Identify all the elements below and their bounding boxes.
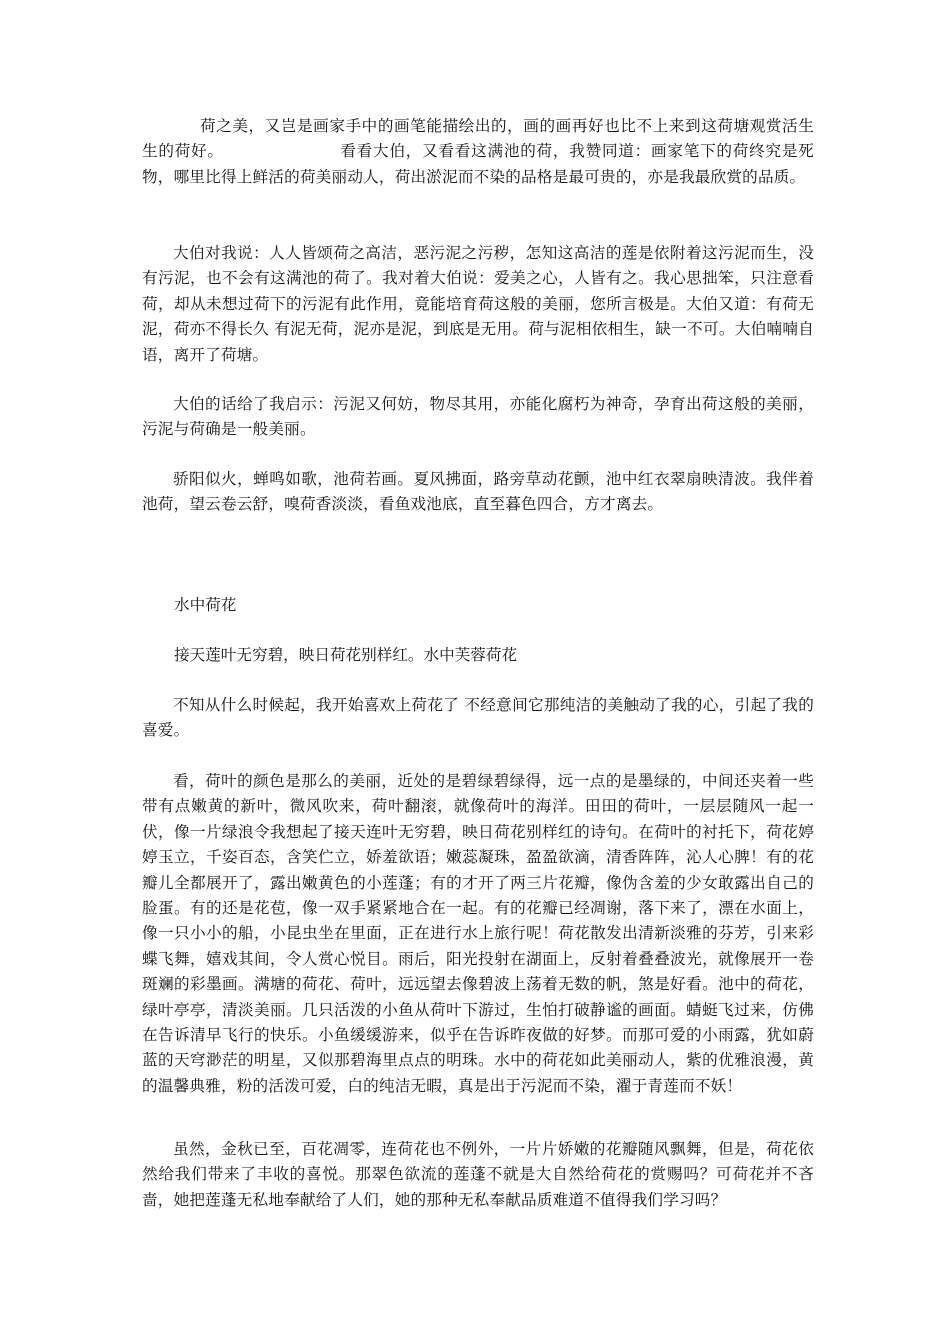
paragraph-fondness: 不知从什么时候起，我开始喜欢上荷花了 不经意间它那纯洁的美触动了我的心，引起了我的喜爱。 — [142, 696, 814, 740]
section-subtitle: 接天莲叶无穷碧，映日荷花别样红。水中芙蓉荷花 — [174, 646, 518, 664]
paragraph-lotus-description: 看，荷叶的颜色是那么的美丽，近处的是碧绿碧绿得，远一点的是墨绿的，中间还夹着一些带有点嫩黄的新叶，微风吹来，荷叶翻滚，就像荷叶的海洋。田田的荷叶，一层层随风一起一伏，像一片绿浪令我想起了接天连叶无穷碧，映日荷花别样红的诗句。在荷叶的衬托下，荷花婷婷玉立，千姿百态，含笑伫立，娇羞欲语；嫩蕊凝珠，盈盈欲滴，清香阵阵，沁人心脾！有的花瓣儿全都展开了，露出嫩黄色的小莲蓬；有的才开了两三片花瓣，像伪含羞的少女敢露出自己的脸蛋。有的还是花苞，像一双手紧紧地合在一起。有的花瓣已经凋谢，落下来了，漂在水面上，像一只小小的船，小昆虫坐在里面，正在进行水上旅行呢！荷花散发出清新淡雅的芬芳，引来彩蝶飞舞，嬉戏其间，令人赏心悦目。雨后，阳光投射在湖面上，反射着叠叠波光，就像展开一卷斑斓的彩墨画。满塘的荷花、荷叶，远远望去像碧波上荡着无数的帆，煞是好看。池中的荷花，绿叶亭亭，清淡美丽。几只活泼的小鱼从荷叶下游过，生怕打破静谧的画面。蜻蜓飞过来，仿佛在告诉清早飞行的快乐。小鱼缓缓游来，似乎在告诉昨夜做的好梦。而那可爱的小雨露，犹如蔚蓝的天穹渺茫的明星，又似那碧海里点点的明珠。水中的荷花如此美丽动人，紫的优雅浪漫，黄的温馨典雅，粉的活泼可爱，白的纯洁无暇，真是出于污泥而不染，濯于青莲而不妖！ — [142, 772, 814, 1095]
paragraph-uncle-speaks: 大伯对我说：人人皆颂荷之高洁，恶污泥之污秽，怎知这高洁的莲是依附着这污泥而生，没有污泥，也不会有这满池的荷了。我对着大伯说：爱美之心，人皆有之。我心思拙笨，只注意看荷，却从未想过荷下的污泥有此作用，竟能培育荷这般的美丽，您所言极是。大伯又道：有荷无泥，荷亦不得长久 有泥无荷，泥亦是泥，到底是无用。荷与泥相依相生，缺一不可。大伯喃喃自语，离开了荷塘。 — [142, 244, 814, 364]
paragraph-lotus-beauty — [142, 114, 814, 190]
paragraph-inspiration: 大伯的话给了我启示：污泥又何妨，物尽其用，亦能化腐朽为神奇，孕育出荷这般的美丽，污泥与荷确是一般美丽。 — [142, 395, 814, 439]
paragraph-lotus-beauty-part-a: 荷之美，又岂是画家手中的画笔能描绘出的，画的画再好也比不上来到这荷塘观赏活生生的荷好。 — [142, 117, 814, 161]
paragraph-lotus-beauty-part-b: 看看大伯，又看看这满池的荷，我赞同道：画家笔下的荷终究是死物，哪里比得上鲜活的荷美丽动人，荷出淤泥而不染的品格是最可贵的，亦是我最欣赏的品质。 — [142, 142, 814, 186]
paragraph-summer-scene: 骄阳似火，蝉鸣如歌，池荷若画。夏风拂面，路旁草动花颤，池中红衣翠扇映清波。我伴着池荷，望云卷云舒，嗅荷香淡淡，看鱼戏池底，直至暮色四合，方才离去。 — [142, 470, 814, 514]
paragraph-autumn: 虽然，金秋已至，百花凋零，连荷花也不例外，一片片娇嫩的花瓣随风飘舞，但是，荷花依然给我们带来了丰收的喜悦。那翠色欲流的莲蓬不就是大自然给荷花的赏赐吗？可荷花并不吝啬，她把莲蓬无私地奉献给了人们，她的那种无私奉献品质难道不值得我们学习吗？ — [142, 1140, 814, 1209]
section-title: 水中荷花 — [174, 596, 237, 614]
